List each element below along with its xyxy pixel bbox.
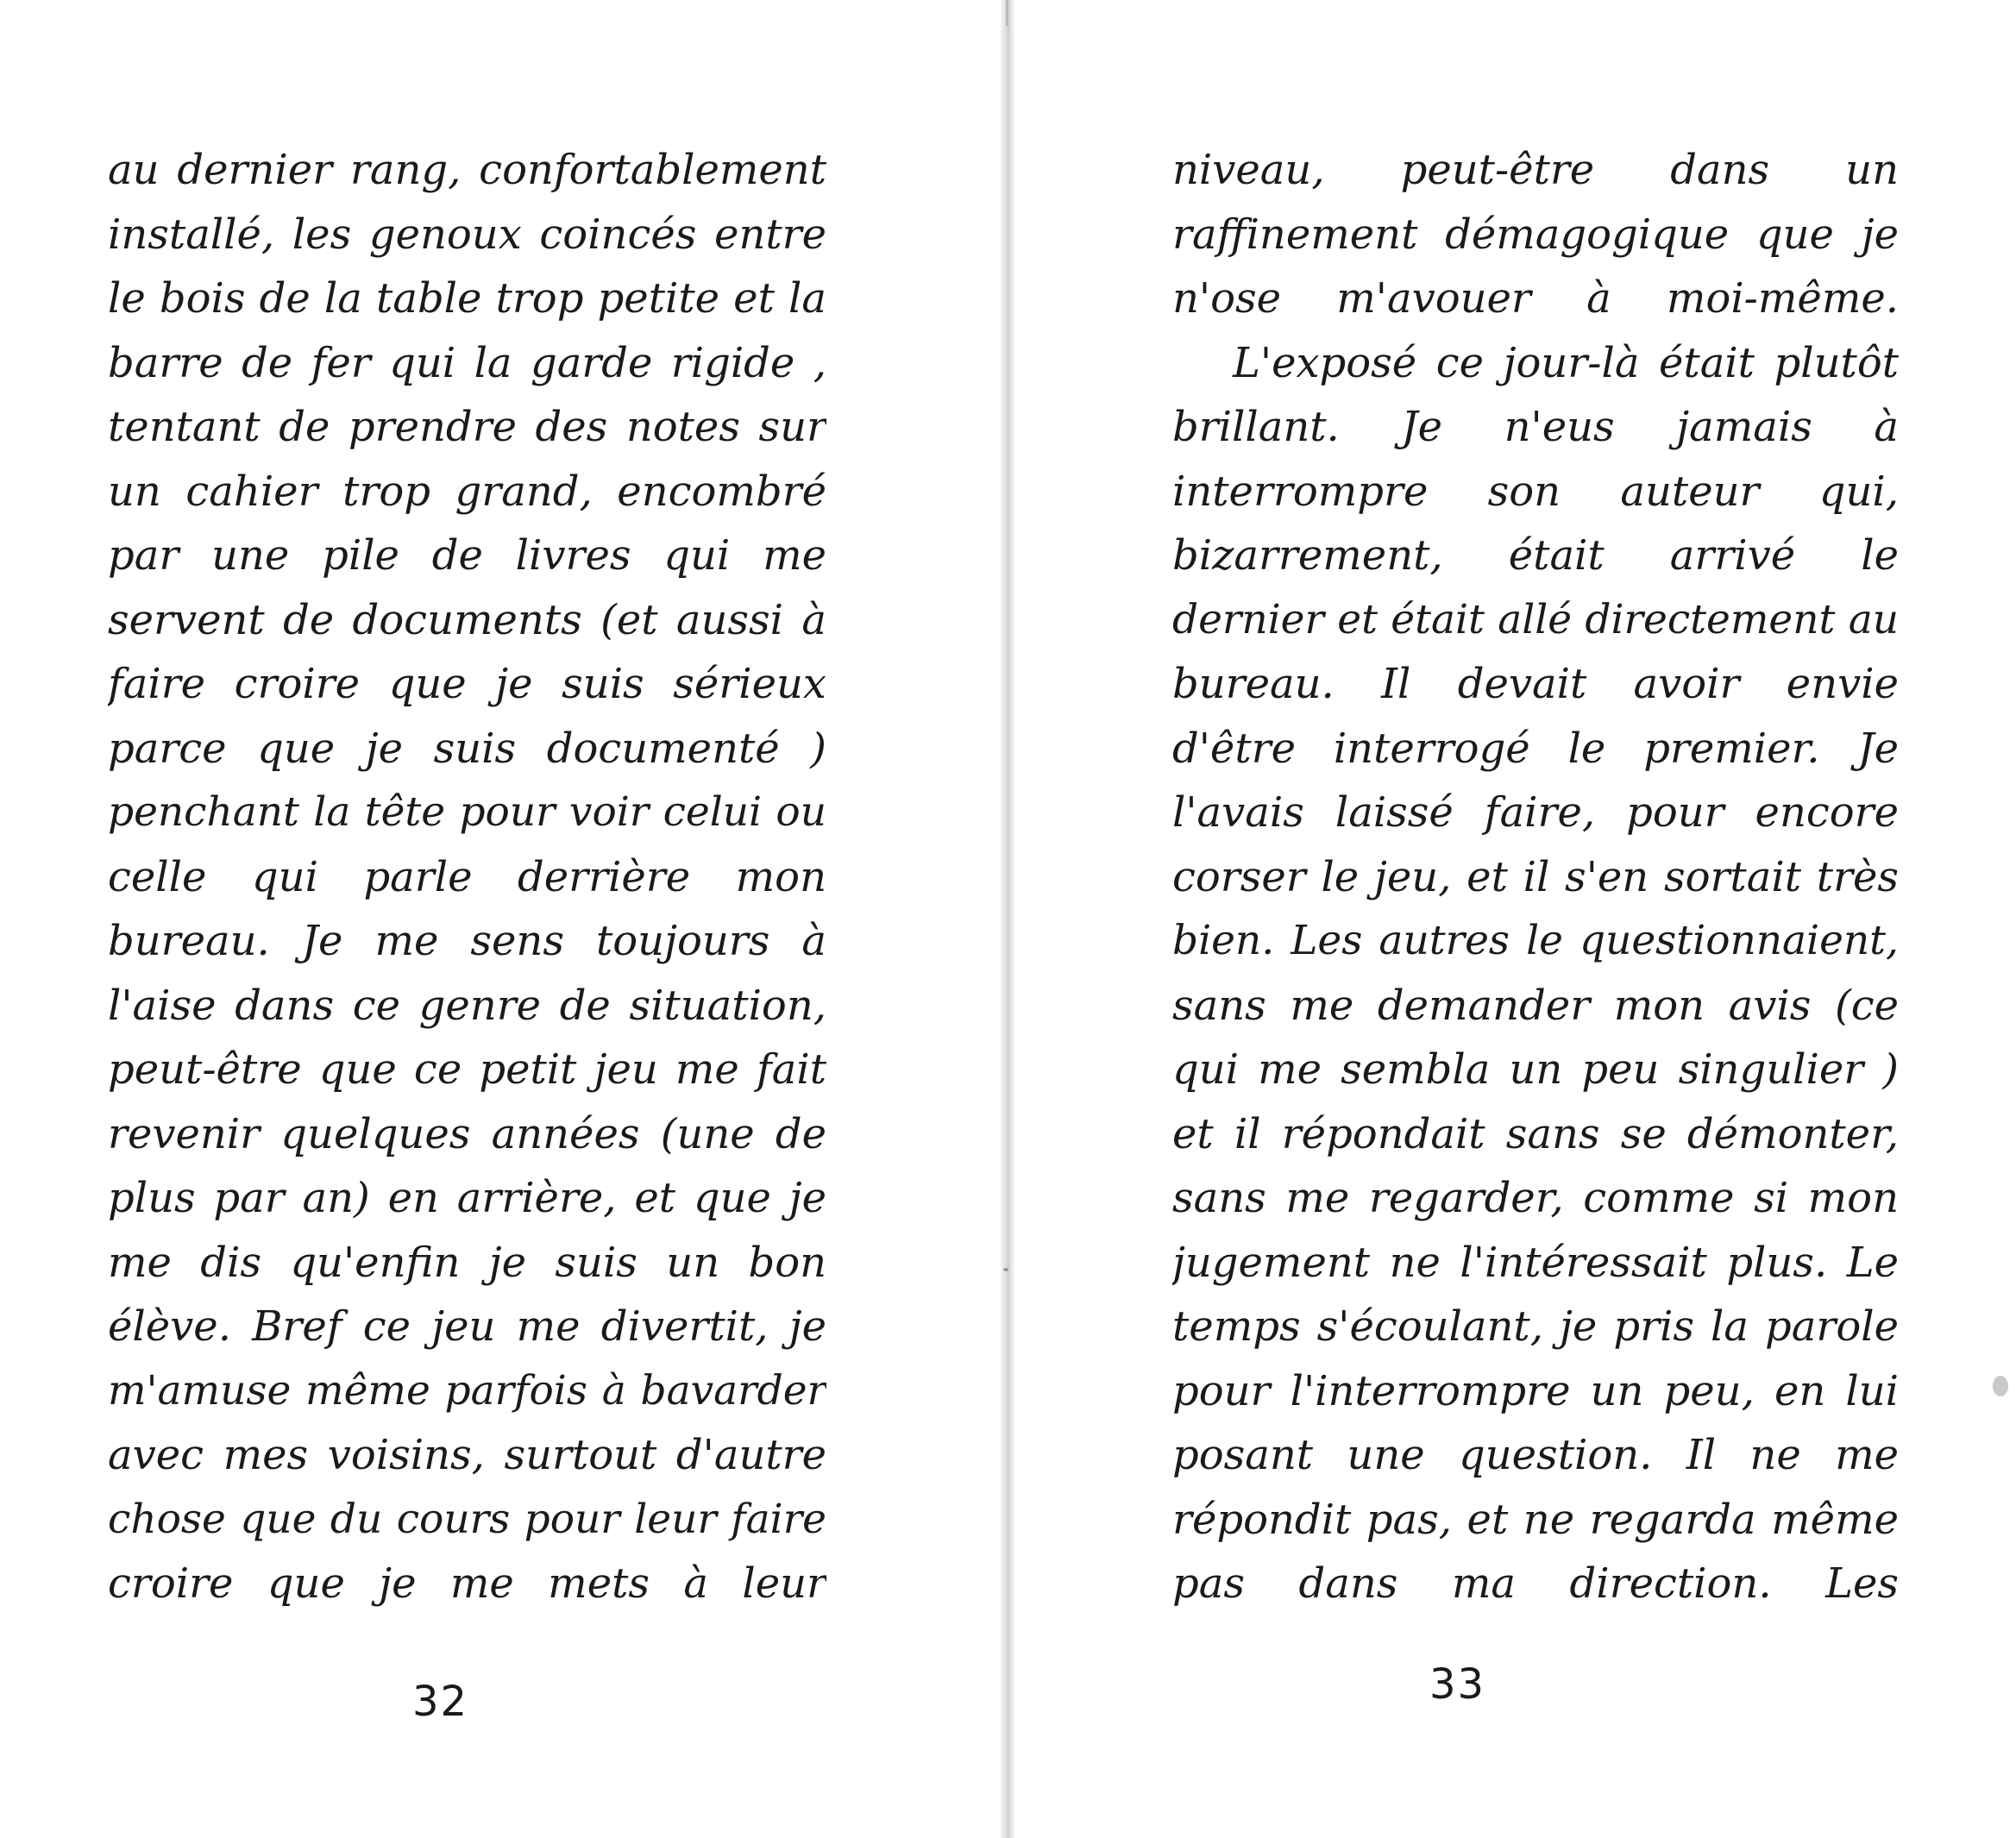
text-line: plus par an) en arrière, et que je xyxy=(108,1174,826,1222)
right-page xyxy=(1014,0,2016,1838)
text-line: celle qui parle derrière mon xyxy=(108,852,826,901)
text-line: barre de fer qui la garde rigide , xyxy=(108,338,826,387)
text-line: dernier et était allé directement au xyxy=(1172,595,1899,643)
text-line: élève. Bref ce jeu me divertit, je xyxy=(108,1302,826,1351)
left-page xyxy=(0,0,1001,1838)
text-line: n'ose m'avouer à moi-même. xyxy=(1172,274,1899,323)
text-line: installé, les genoux coincés entre xyxy=(108,210,826,259)
text-line: au dernier rang, confortablement xyxy=(108,146,826,194)
text-line: tentant de prendre des notes sur xyxy=(108,403,826,451)
text-line: posant une question. Il ne me xyxy=(1172,1431,1899,1479)
book-gutter xyxy=(1001,0,1014,1838)
text-line: temps s'écoulant, je pris la parole xyxy=(1172,1302,1899,1351)
text-line: sans me demander mon avis (ce xyxy=(1172,981,1899,1030)
text-line: bureau. Je me sens toujours à xyxy=(108,917,826,965)
text-line: chose que du cours pour leur faire xyxy=(108,1495,826,1543)
paper-speck xyxy=(1003,1268,1008,1271)
text-line: pas dans ma direction. Les xyxy=(1172,1559,1899,1608)
text-line: croire que je me mets à leur xyxy=(108,1559,826,1608)
text-line: pour l'interrompre un peu, en lui xyxy=(1172,1366,1899,1415)
page-number-right: 33 xyxy=(1429,1660,1486,1709)
text-line: revenir quelques années (une de xyxy=(108,1109,826,1158)
text-line: un cahier trop grand, encombré xyxy=(108,467,826,516)
text-line: corser le jeu, et il s'en sortait très xyxy=(1172,852,1899,901)
text-line: parce que je suis documenté ) xyxy=(108,724,826,773)
text-line: sans me regarder, comme si mon xyxy=(1172,1174,1899,1222)
text-line: m'amuse même parfois à bavarder xyxy=(108,1366,826,1415)
text-line: niveau, peut-être dans un xyxy=(1172,146,1899,194)
text-line: l'aise dans ce genre de situation, xyxy=(108,981,826,1030)
page-number-left: 32 xyxy=(412,1678,469,1726)
left-page-text xyxy=(108,138,826,1616)
text-line: répondit pas, et ne regarda même xyxy=(1172,1495,1899,1544)
text-line: raffinement démagogique que je xyxy=(1172,210,1899,259)
text-line: qui me sembla un peu singulier ) xyxy=(1172,1045,1899,1094)
text-line: d'être interrogé le premier. Je xyxy=(1172,724,1899,773)
text-line: bizarrement, était arrivé le xyxy=(1172,531,1899,580)
text-line: penchant la tête pour voir celui ou xyxy=(108,788,826,836)
text-line: jugement ne l'intéressait plus. Le xyxy=(1172,1238,1899,1287)
paper-speck xyxy=(1993,1376,2008,1396)
gutter-shadow xyxy=(1006,0,1008,26)
right-page-text xyxy=(1172,138,1899,1616)
text-line: brillant. Je n'eus jamais à xyxy=(1172,403,1899,451)
text-line: servent de documents (et aussi à xyxy=(108,595,826,644)
text-line: le bois de la table trop petite et la xyxy=(108,274,826,323)
text-line: me dis qu'enfin je suis un bon xyxy=(108,1238,826,1287)
text-line-paragraph-start: L'exposé ce jour-là était plutôt xyxy=(1233,338,1899,387)
text-line: peut-être que ce petit jeu me fait xyxy=(108,1045,826,1094)
text-line: interrompre son auteur qui, xyxy=(1172,467,1899,516)
text-line: l'avais laissé faire, pour encore xyxy=(1172,788,1899,837)
text-line: et il répondait sans se démonter, xyxy=(1172,1109,1899,1158)
text-line: avec mes voisins, surtout d'autre xyxy=(108,1431,826,1479)
text-line: bien. Les autres le questionnaient, xyxy=(1172,917,1899,964)
text-line: bureau. Il devait avoir envie xyxy=(1172,660,1899,708)
text-line: par une pile de livres qui me xyxy=(108,531,826,580)
text-line: faire croire que je suis sérieux xyxy=(108,660,826,708)
